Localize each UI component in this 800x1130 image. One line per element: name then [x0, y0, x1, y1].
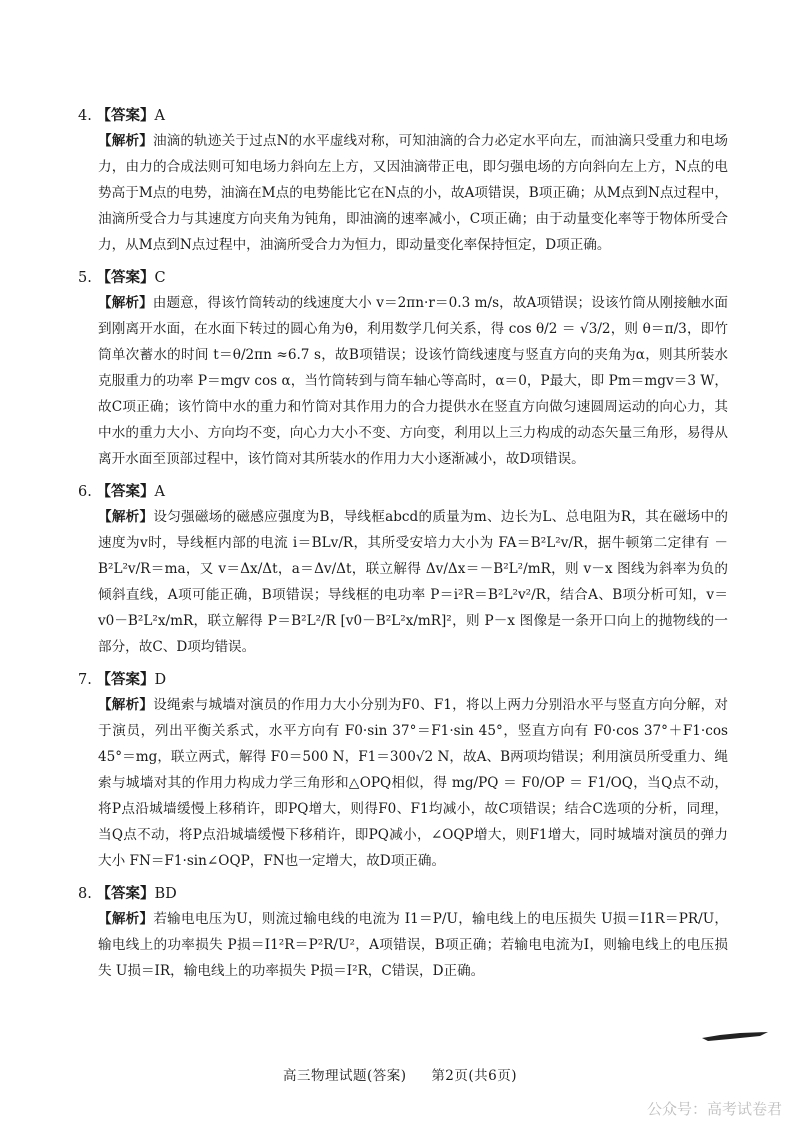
answer-value: BD — [154, 886, 177, 902]
question-8 — [80, 882, 728, 984]
answer-label: 【答案】 — [96, 269, 155, 286]
explanation-text: 若输电电压为U，则流过输电线的电流为 I1＝P/U，输电线上的电压损失 U损＝I1R＝PR/U，输电线上的功率损失 P损＝I1²R＝P²R/U²，A项错误，B项正确；若输电电流为I，则输电线上的电压损失 U损＝IR，输电线上的功率损失 P损＝I²R，C错误，D正确。 — [98, 911, 728, 979]
question-5 — [80, 266, 728, 472]
answer-line — [78, 104, 728, 128]
answer-label: 【答案】 — [96, 671, 155, 688]
explanation-label: 【解析】 — [98, 295, 153, 311]
question-number: 8. — [78, 886, 92, 902]
footer-subject: 高三物理试题(答案) — [282, 1068, 407, 1084]
explanation-text: 油滴的轨迹关于过点N的水平虚线对称，可知油滴的合力必定水平向左，而油滴只受重力和电场力，由力的合成法则可知电场力斜向左上方，又因油滴带正电，即匀强电场的方向斜向左上方，N点的电势高于M点的电势，油滴在M点的电势能比它在N点的小，故A项错误，B项正确；从M点到N点过程中，油滴所受合力与其速度方向夹角为钝角，即油滴的速率减小，C项正确；由于动量变化率等于物体所受合力，从M点到N点过程中，油滴所受合力为恒力，即动量变化率保持恒定，D项正确。 — [98, 133, 728, 253]
answer-line — [78, 266, 728, 290]
explanation — [80, 290, 728, 472]
answer-content — [80, 104, 728, 992]
explanation-text: 设绳索与城墙对演员的作用力大小分别为F0、F1，将以上两力分别沿水平与竖直方向分解，对于演员，列出平衡关系式，水平方向有 F0·sin 37°＝F1·sin 45°，竖直方向有 F0·cos 37°＋F1·cos 45°＝mg，联立两式，解得 F0＝500 N，F1＝300√2 N，故A、B两项均错误；利用演员所受重力、绳索与城墙对其的作用力构成力学三角形和△OPQ相似，得 mg/PQ ＝ F0/OP ＝ F1/OQ，当Q点不动，将P点沿城墙缓慢上移稍许，即PQ增大，则得F0、F1均减小，故C项错误；结合C选项的分析，同理，当Q点不动，将P点沿城墙缓慢下移稍许，即PQ减小，∠OQP增大，则F1增大，同时城墙对演员的弹力大小 FN＝F1·sin∠OQP，FN也一定增大，故D项正确。 — [98, 697, 729, 869]
explanation — [80, 504, 728, 660]
answer-value: D — [154, 672, 167, 688]
answer-label: 【答案】 — [96, 885, 155, 902]
explanation-text: 设匀强磁场的磁感应强度为B，导线框abcd的质量为m、边长为L、总电阻为R，其在磁场中的速度为v时，导线框内部的电流 i＝BLv/R，其所受安培力大小为 FA＝B²L²v/R，据牛顿第二定律有 －B²L²v/R＝ma，又 v＝Δx/Δt，a＝Δv/Δt，联立解得 Δv/Δx＝－B²L²/mR，则 v－x 图线为斜率为负的倾斜直线，A项可能正确，B项错误；导线框的电功率 P＝i²R＝B²L²v²/R，结合A、B项分析可知，v＝v0－B²L²x/mR，联立解得 P＝B²L²/R [v0－B²L²x/mR]²，则 P－x 图像是一条开口向上的抛物线的一部分，故C、D项均错误。 — [98, 509, 728, 655]
question-number: 6. — [78, 484, 92, 500]
question-7 — [80, 668, 728, 874]
scan-smudge-mark — [700, 1030, 770, 1042]
question-number: 7. — [78, 672, 92, 688]
explanation-label: 【解析】 — [98, 911, 154, 927]
answer-line — [78, 668, 728, 692]
explanation-label: 【解析】 — [98, 133, 153, 149]
answer-value: A — [154, 108, 165, 124]
explanation-label: 【解析】 — [98, 697, 154, 713]
explanation-text: 由题意，得该竹筒转动的线速度大小 v＝2πn·r＝0.3 m/s，故A项错误；设该竹筒从刚接触水面到刚离开水面，在水面下转过的圆心角为θ，利用数学几何关系，得 cos θ/2 ＝ √3/2，则 θ＝π/3，即竹筒单次蓄水的时间 t＝θ/2πn ≈6.7 s，故B项错误；设该竹筒线速度与竖直方向的夹角为α，则其所装水克服重力的功率 P＝mgv cos α，当竹筒转到与筒车轴心等高时，α＝0，P最大，即 Pm＝mgv＝3 W，故C项正确；该竹筒中水的重力和竹筒对其作用力的合力提供水在竖直方向做匀速圆周运动的向心力，其中水的重力大小、方向均不变，向心力大小不变、方向变，利用以上三力构成的动态矢量三角形，易得从离开水面至顶部过程中，该竹筒对其所装水的作用力大小逐渐减小，故D项错误。 — [98, 295, 729, 467]
explanation-label: 【解析】 — [98, 509, 154, 525]
footer-page-number: 第2页(共6页) — [431, 1068, 518, 1084]
answer-value: A — [154, 484, 165, 500]
answer-line — [78, 882, 728, 906]
page-footer — [0, 1064, 800, 1084]
answer-line — [78, 480, 728, 504]
explanation — [80, 128, 728, 258]
question-6 — [80, 480, 728, 660]
explanation — [80, 692, 728, 874]
answer-label: 【答案】 — [96, 107, 155, 124]
question-4 — [80, 104, 728, 258]
answer-value: C — [154, 270, 166, 286]
answer-label: 【答案】 — [96, 483, 155, 500]
watermark: 公众号：高考试卷君 — [646, 1100, 782, 1118]
explanation — [80, 906, 728, 984]
question-number: 5. — [78, 270, 92, 286]
question-number: 4. — [78, 108, 92, 124]
